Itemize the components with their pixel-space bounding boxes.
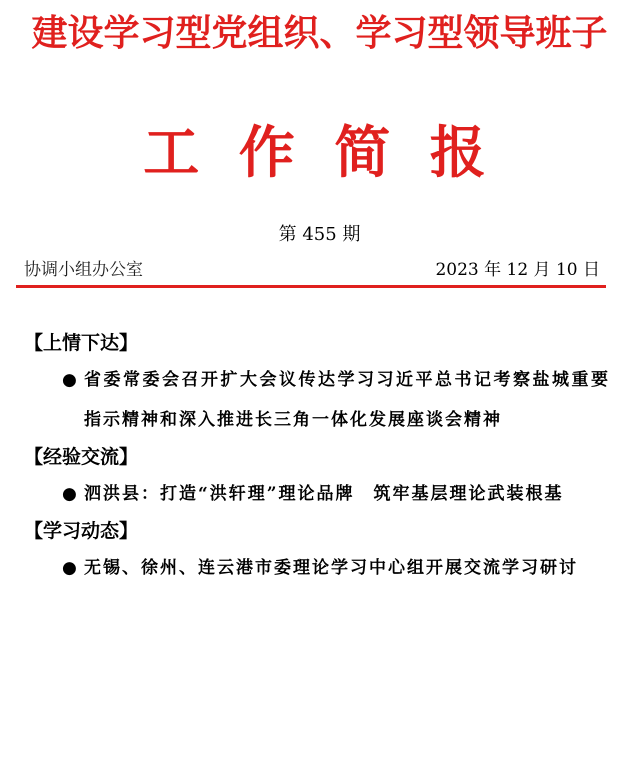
item-text: 无锡、徐州、连云港市委理论学习中心组开展交流学习研讨	[84, 558, 578, 578]
meta-row	[20, 256, 604, 284]
list-item	[62, 548, 610, 588]
issue-date: 2023 年 12 月 10 日	[435, 260, 600, 280]
section-experience	[24, 440, 614, 514]
section-title: 【经验交流】	[24, 446, 139, 468]
bullet-icon: ●	[62, 558, 77, 578]
organization-title: 建设学习型党组织、学习型领导班子	[31, 13, 608, 54]
bullet-icon: ●	[62, 484, 77, 504]
list-item	[62, 360, 610, 440]
bullet-icon: ●	[62, 370, 77, 390]
header-divider	[16, 285, 606, 288]
item-text: 省委常委会召开扩大会议传达学习习近平总书记考察盐城重要指示精神和深入推进长三角一体化发展座谈会精神	[84, 370, 610, 430]
table-of-contents	[24, 326, 614, 588]
issue-number: 第 455 期	[278, 224, 361, 245]
section-directives	[24, 326, 614, 440]
issuing-office: 协调小组办公室	[24, 260, 143, 280]
bulletin-title: 工 作 简 报	[143, 120, 496, 186]
section-title: 【上情下达】	[24, 332, 139, 354]
list-item	[62, 474, 610, 514]
section-title: 【学习动态】	[24, 520, 139, 542]
item-text: 泗洪县：打造“洪轩理”理论品牌 筑牢基层理论武装根基	[84, 484, 564, 504]
section-learning-news	[24, 514, 614, 588]
